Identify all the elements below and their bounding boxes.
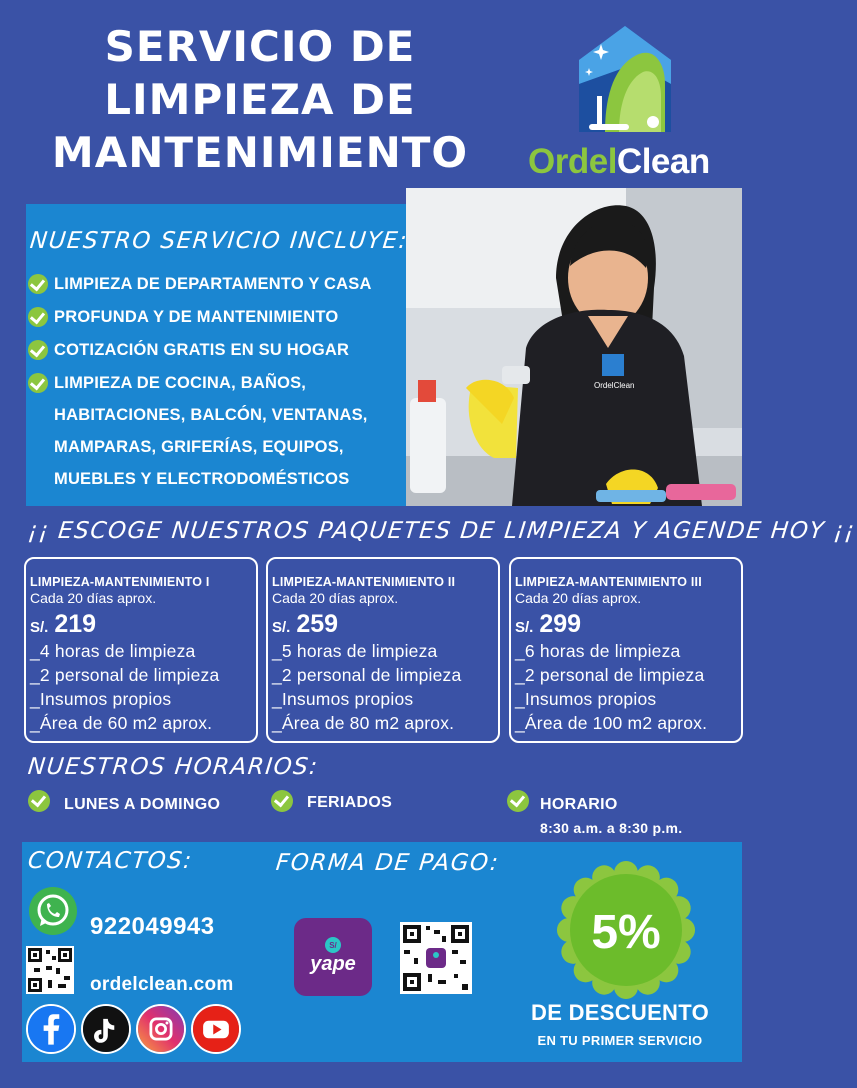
package-feature: _Área de 60 m2 aprox. <box>30 713 213 733</box>
schedule-hours <box>507 790 682 836</box>
check-icon <box>28 790 50 812</box>
check-icon <box>28 274 48 294</box>
yape-qr-code-icon <box>400 922 472 994</box>
facebook-icon[interactable] <box>26 1004 76 1054</box>
currency: S/. <box>272 619 291 636</box>
package-feature: _2 personal de limpieza <box>30 665 220 685</box>
package-feature: _6 horas de limpieza <box>515 641 681 661</box>
service-text: MAMPARAS, GRIFERÍAS, EQUIPOS, <box>54 438 344 456</box>
hours-text: 8:30 a.m. a 8:30 p.m. <box>540 820 683 836</box>
whatsapp-icon[interactable] <box>28 886 78 936</box>
check-icon <box>507 790 529 812</box>
brand-part-2: Clean <box>616 142 710 181</box>
discount-percent: 5% <box>591 906 661 959</box>
package-name: LIMPIEZA-MANTENIMIENTO I <box>30 575 210 589</box>
schedule-heading: NUESTROS HORARIOS: <box>26 754 320 780</box>
brand-part-1: Ordel <box>528 142 617 181</box>
discount-badge <box>556 860 696 1000</box>
title-line-1: SERVICIO DE <box>104 22 416 71</box>
service-text: HABITACIONES, BALCÓN, VENTANAS, <box>54 406 368 424</box>
package-feature: _2 personal de limpieza <box>272 665 462 685</box>
package-card-3 <box>509 557 743 743</box>
check-icon <box>28 307 48 327</box>
hours-label: HORARIO <box>540 796 618 813</box>
schedule-holidays <box>271 790 392 812</box>
service-item <box>28 340 349 366</box>
price-amount: 219 <box>54 610 97 638</box>
tiktok-icon[interactable] <box>81 1004 131 1054</box>
package-feature: _Área de 80 m2 aprox. <box>272 713 455 733</box>
service-text: LIMPIEZA DE DEPARTAMENTO Y CASA <box>54 275 372 293</box>
discount-title: DE DESCUENTO <box>531 1000 709 1025</box>
package-price <box>30 610 256 639</box>
phone-number[interactable]: 922049943 <box>90 913 215 940</box>
website-link[interactable]: ordelclean.com <box>90 974 234 995</box>
check-icon <box>28 373 48 393</box>
yape-badge-text: S/ <box>329 941 337 950</box>
check-icon <box>271 790 293 812</box>
package-feature: _5 horas de limpieza <box>272 641 438 661</box>
package-name: LIMPIEZA-MANTENIMIENTO III <box>515 575 702 589</box>
package-feature: _Insumos propios <box>272 689 414 709</box>
contact-heading: CONTACTOS: <box>26 848 194 874</box>
service-text: LIMPIEZA DE COCINA, BAÑOS, <box>54 374 307 392</box>
package-feature: _4 horas de limpieza <box>30 641 196 661</box>
discount-subtitle: EN TU PRIMER SERVICIO <box>537 1033 703 1048</box>
qr-code-icon <box>26 946 74 994</box>
instagram-icon[interactable] <box>136 1004 186 1054</box>
youtube-icon[interactable] <box>191 1004 241 1054</box>
house-vacuum-logo-icon <box>575 24 675 134</box>
package-card-1 <box>24 557 258 743</box>
service-item <box>28 307 338 333</box>
cleaner-photo <box>406 188 742 506</box>
schedule-days <box>28 790 220 814</box>
price-amount: 299 <box>539 610 582 638</box>
service-text: MUEBLES Y ELECTRODOMÉSTICOS <box>54 470 350 488</box>
package-price <box>272 610 498 639</box>
title-line-3: MANTENIMIENTO <box>51 128 469 177</box>
package-frequency: Cada 20 días aprox. <box>515 590 642 606</box>
services-heading: NUESTRO SERVICIO INCLUYE: <box>28 228 410 254</box>
package-frequency: Cada 20 días aprox. <box>272 590 399 606</box>
price-amount: 259 <box>296 610 339 638</box>
service-text: PROFUNDA Y DE MANTENIMIENTO <box>54 308 339 326</box>
yape-text: yape <box>310 953 356 975</box>
package-card-2 <box>266 557 500 743</box>
package-frequency: Cada 20 días aprox. <box>30 590 157 606</box>
payment-heading: FORMA DE PAGO: <box>274 850 501 876</box>
currency: S/. <box>515 619 534 636</box>
page-title <box>20 20 500 179</box>
holidays-text: FERIADOS <box>307 794 393 811</box>
title-line-2: LIMPIEZA DE <box>104 75 416 124</box>
check-icon <box>28 340 48 360</box>
currency: S/. <box>30 619 49 636</box>
package-feature: _Insumos propios <box>30 689 172 709</box>
packages-heading: ¡¡ ESCOGE NUESTROS PAQUETES DE LIMPIEZA Y AGENDE HOY ¡¡ <box>26 518 857 544</box>
package-feature: _Insumos propios <box>515 689 657 709</box>
shirt-logo-text: OrdelClean <box>594 381 635 390</box>
days-text: LUNES A DOMINGO <box>64 796 221 813</box>
service-item <box>28 274 372 300</box>
package-feature: _2 personal de limpieza <box>515 665 705 685</box>
package-feature: _Área de 100 m2 aprox. <box>515 713 708 733</box>
service-text: COTIZACIÓN GRATIS EN SU HOGAR <box>54 341 350 359</box>
service-item <box>28 373 368 495</box>
package-name: LIMPIEZA-MANTENIMIENTO II <box>272 575 456 589</box>
yape-logo <box>294 918 372 996</box>
brand-name <box>528 142 710 182</box>
package-price <box>515 610 741 639</box>
